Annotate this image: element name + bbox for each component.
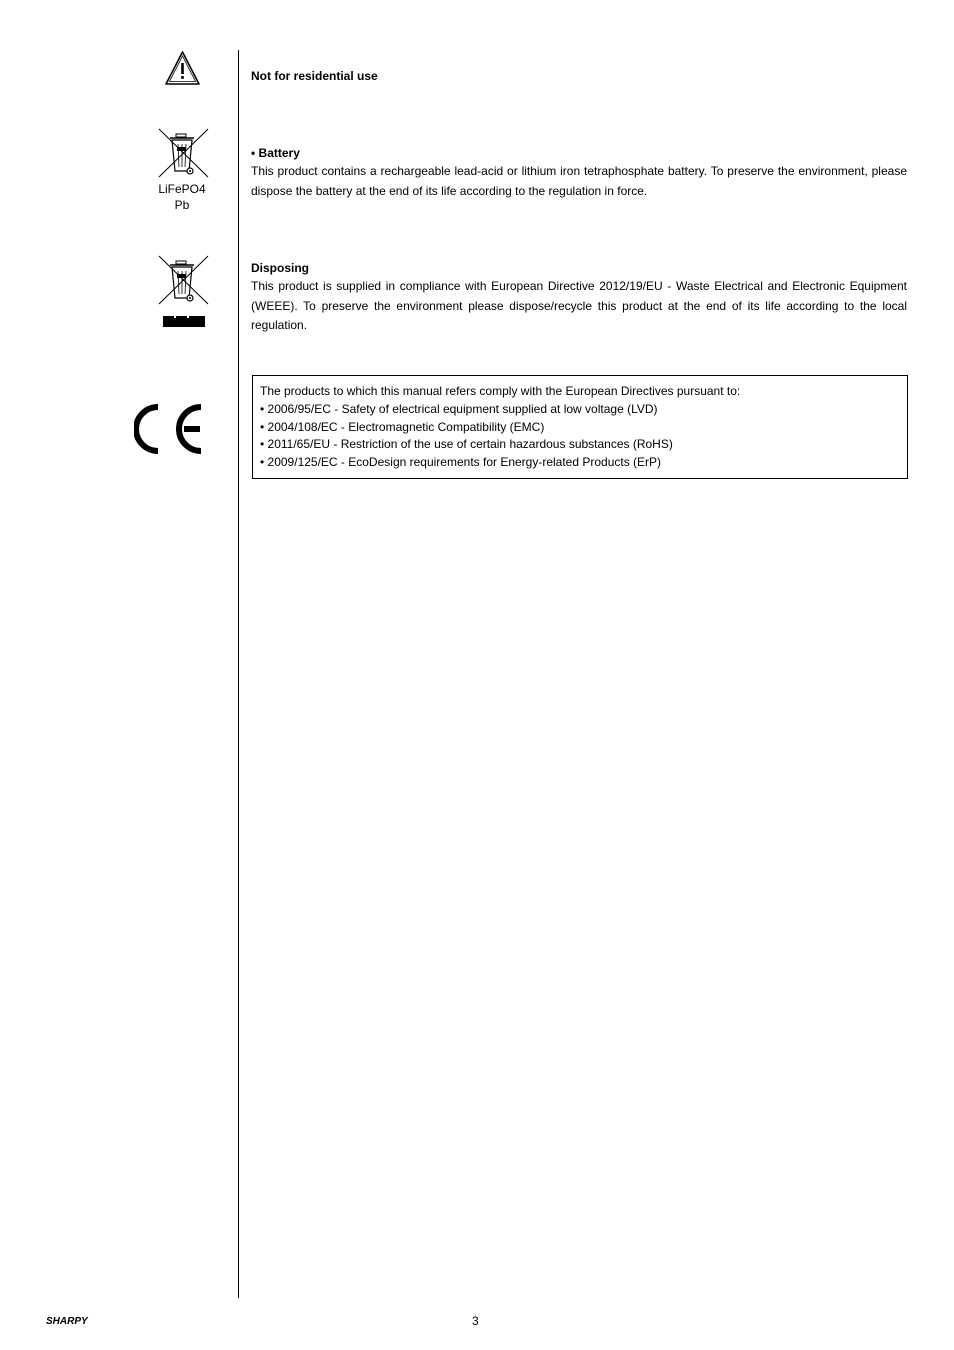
compliance-item: • 2011/65/EU - Restriction of the use of certain hazardous substances (RoHS)	[260, 437, 673, 452]
compliance-box	[252, 375, 908, 479]
crossed-bin-icon	[157, 127, 210, 179]
disposing-heading: Disposing	[251, 261, 310, 275]
compliance-intro: The products to which this manual refers comply with the European Directives pursuant to:	[260, 384, 741, 398]
page-number: 3	[472, 1314, 479, 1328]
battery-text: This product contains a rechargeable lead-acid or lithium iron tetraphosphate battery. To preserve the environment, please dispose the battery at the end of its life according to the regulation in force.	[251, 164, 907, 198]
battery-chem-label: LiFePO4	[158, 182, 206, 196]
warning-triangle-icon	[164, 50, 201, 86]
disposing-text: This product is supplied in compliance with European Directive 2012/19/EU - Waste Electrical and Electronic Equipment (WEEE). To preserve the environment please dispose/recycle this product at the end of its life according to the local regulation.	[251, 279, 907, 332]
residential-heading: Not for residential use	[251, 69, 378, 83]
ce-mark-icon	[134, 402, 206, 456]
compliance-item: • 2009/125/EC - EcoDesign requirements for Energy-related Products (ErP)	[260, 455, 662, 470]
margin-rule	[238, 50, 239, 1298]
compliance-item: • 2004/108/EC - Electromagnetic Compatibility (EMC)	[260, 419, 545, 434]
footer-brand: SHARPY	[46, 1316, 88, 1327]
compliance-item: • 2006/95/EC - Safety of electrical equipment supplied at low voltage (LVD)	[260, 401, 658, 416]
battery-heading: • Battery	[251, 146, 300, 160]
crossed-bin-icon	[157, 254, 210, 330]
battery-pb-label: Pb	[174, 198, 190, 212]
